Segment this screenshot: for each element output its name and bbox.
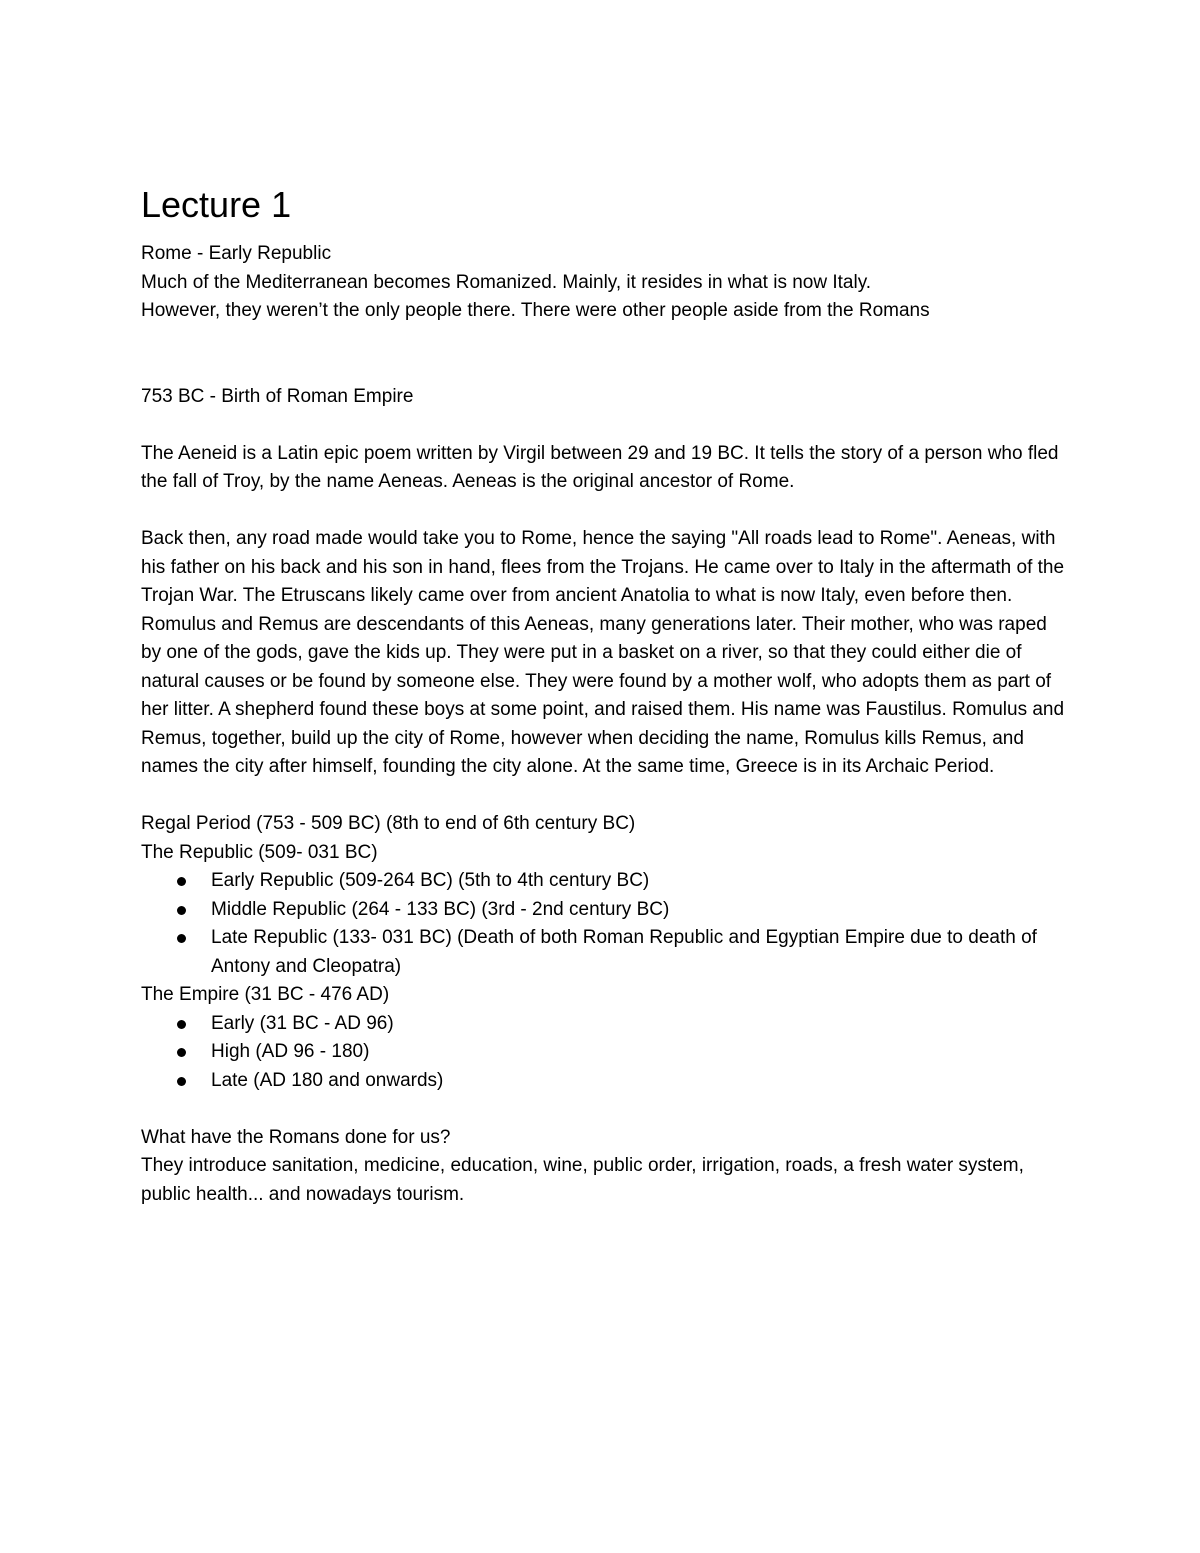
list-item-text: Middle Republic (264 - 133 BC) (3rd - 2nd century BC) — [211, 898, 670, 920]
bullet-icon — [177, 934, 186, 943]
spacer — [141, 326, 1071, 383]
list-item — [141, 1010, 1071, 1039]
list-item — [141, 896, 1071, 925]
empire-list — [141, 1010, 1071, 1096]
bullet-icon — [177, 1077, 186, 1086]
section-heading-early-republic: Rome - Early Republic — [141, 243, 332, 264]
bullet-icon — [177, 877, 186, 886]
bullet-icon — [177, 1020, 186, 1029]
page-title: Lecture 1 — [141, 184, 292, 225]
list-item — [141, 924, 1071, 981]
spacer — [141, 411, 1071, 440]
aeneid-paragraph: The Aeneid is a Latin epic poem written by Virgil between 29 and 19 BC. It tells the story of a person who fled the fall of Troy, by the name Aeneas. Aeneas is the original ancestor of Rome. — [141, 442, 1059, 492]
republic-list — [141, 867, 1071, 981]
document-page — [141, 184, 1071, 1209]
list-item-text: Early (31 BC - AD 96) — [211, 1012, 394, 1034]
republic-heading: The Republic (509- 031 BC) — [141, 841, 378, 863]
romans-question: What have the Romans done for us? — [141, 1126, 451, 1148]
list-item-text: Early Republic (509-264 BC) (5th to 4th century BC) — [211, 870, 650, 891]
spacer — [141, 1095, 1071, 1124]
list-item — [141, 1038, 1071, 1067]
roads-paragraph: Back then, any road made would take you to Rome, hence the saying "All roads lead to Rome". Aeneas, with his father on his back and his son in hand, flees from the Trojans. He came over to Italy in the aftermath of the Trojan War. The Etruscans likely came over from ancient Anatolia to what is now Italy, even before then. Romulus and Remus are descendants of this Aeneas, many generations later. Their mother, who was raped by one of the gods, gave the kids up. They were put in a basket on a river, so that they could either die of natural causes or be found by someone else. They were found by a mother wolf, who adopts them as part of her litter. A shepherd found these boys at some point, and raised them. His name was Faustilus. Romulus and Remus, together, build up the city of Rome, however when deciding the name, Romulus kills Remus, and names the city after himself, founding the city alone. At the same time, Greece is in its Archaic Period. — [141, 528, 1065, 777]
list-item — [141, 1067, 1071, 1096]
romans-answer: They introduce sanitation, medicine, education, wine, public order, irrigation, roads, a fresh water system, public health... and nowadays tourism. — [141, 1155, 1024, 1205]
list-item — [141, 867, 1071, 896]
birth-heading: 753 BC - Birth of Roman Empire — [141, 385, 414, 407]
spacer — [141, 782, 1071, 811]
bullet-icon — [177, 1048, 186, 1057]
regal-period: Regal Period (753 - 509 BC) (8th to end of 6th century BC) — [141, 813, 636, 834]
list-item-text: Late (AD 180 and onwards) — [211, 1069, 444, 1091]
spacer — [141, 497, 1071, 526]
empire-heading: The Empire (31 BC - 476 AD) — [141, 984, 390, 1005]
intro-line-1: Much of the Mediterranean becomes Romanized. Mainly, it resides in what is now Italy. — [141, 271, 872, 293]
bullet-icon — [177, 906, 186, 915]
list-item-text: Late Republic (133- 031 BC) (Death of both Roman Republic and Egyptian Empire due to death of Antony and Cleopatra) — [211, 927, 1037, 977]
intro-line-2: However, they weren’t the only people there. There were other people aside from the Romans — [141, 300, 930, 321]
list-item-text: High (AD 96 - 180) — [211, 1041, 370, 1062]
